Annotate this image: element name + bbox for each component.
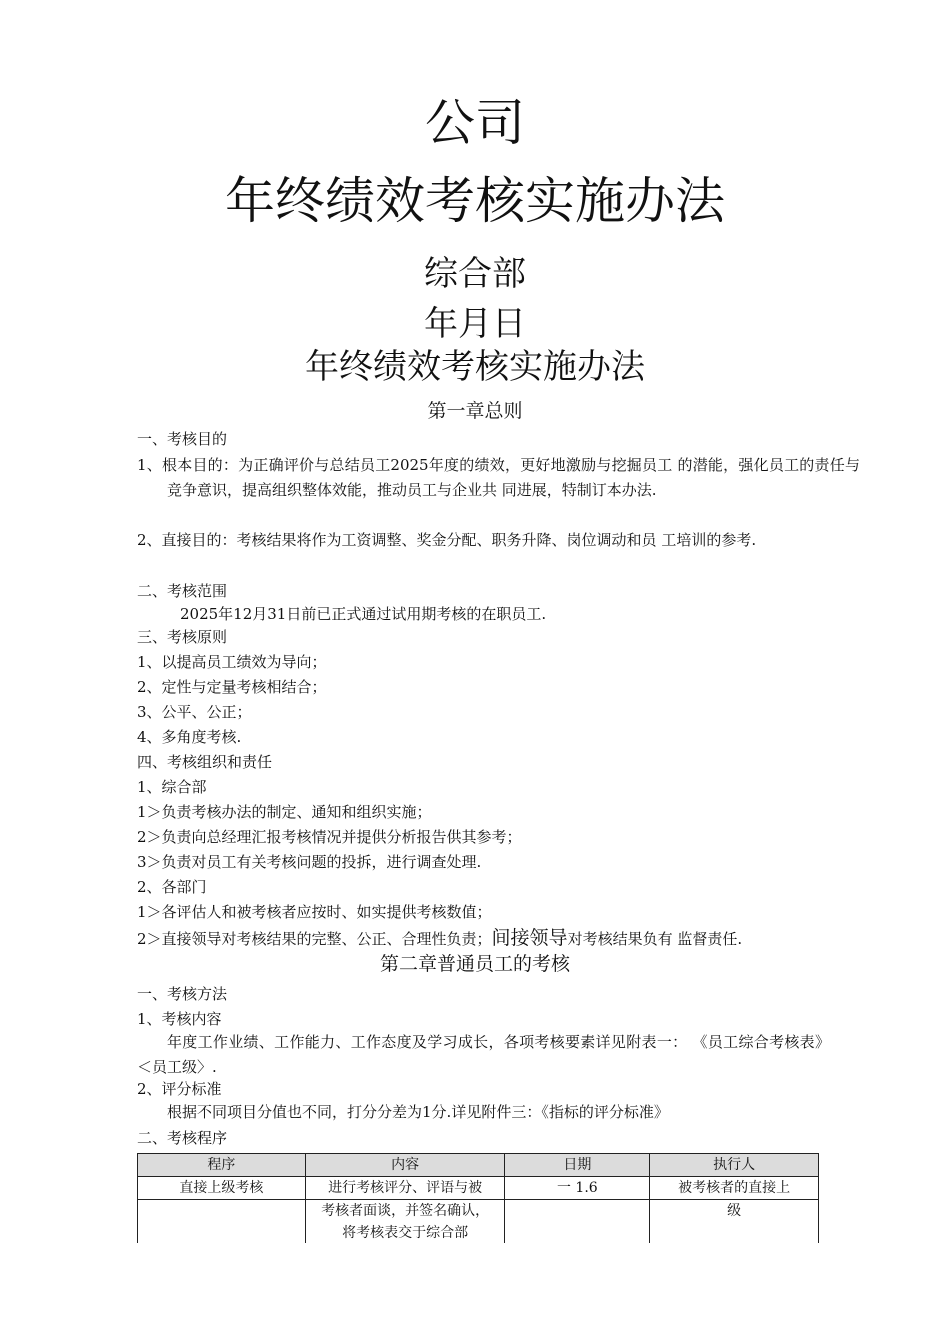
- chapter1-title: 第一章总则: [427, 400, 523, 422]
- chapter2-title: 第二章普通员工的考核: [379, 953, 570, 975]
- scope-text: 2025年12月31日前已正式通过试用期考核的在职员工.: [180, 605, 547, 623]
- section-procedure-heading: 二、考核程序: [137, 1129, 228, 1147]
- organization-item-part: 2＞直接领导对考核结果的完整、公正、合理性负责；: [137, 930, 492, 948]
- purpose-item-1: 1、根本目的：为正确评价与总结员工2025年度的绩效，更好地激励与挖掘员工 的潜能，强化员工的责任与竞争意识，提高组织整体效能，推动员工与企业共 同进展，特制订本办法.: [137, 456, 860, 499]
- organization-item: 1＞负责考核办法的制定、通知和组织实施；: [137, 803, 432, 821]
- table-row: [138, 1200, 819, 1245]
- section-principles-heading: 三、考核原则: [137, 628, 228, 646]
- table-header-cell: 内容: [305, 1154, 505, 1177]
- section-purpose-heading: 一、考核目的: [137, 430, 228, 448]
- table-header-cell: 执行人: [650, 1154, 819, 1177]
- organization-item-emphasis: 间接领导: [491, 927, 568, 949]
- organization-item: [137, 926, 742, 951]
- principle-item: 2、定性与定量考核相结合；: [137, 678, 327, 696]
- organization-sub-heading: 1、综合部: [137, 778, 207, 796]
- principle-item: 1、以提高员工绩效为导向；: [137, 653, 327, 671]
- table-cell: 被考核者的直接上: [650, 1177, 819, 1200]
- cover-date: 年月日: [424, 304, 526, 344]
- organization-item: 1＞各评估人和被考核者应按时、如实提供考核数值；: [137, 903, 492, 921]
- procedure-table: [137, 1153, 819, 1245]
- principle-item: 3、公平、公正；: [137, 703, 252, 721]
- purpose-item-2: 2、直接目的：考核结果将作为工资调整、奖金分配、职务升降、岗位调动和员 工培训的参考.: [137, 531, 757, 549]
- organization-sub-heading: 2、各部门: [137, 878, 207, 896]
- method-standard-text: 根据不同项目分值也不同，打分分差为1分.详见附件三：《指标的评分标准》: [167, 1103, 669, 1121]
- cover-company: 公司: [425, 94, 525, 152]
- table-cell: 一 1.6: [505, 1177, 650, 1200]
- table-cell: 进行考核评分、评语与被: [305, 1177, 505, 1200]
- cover-title: 年终绩效考核实施办法: [225, 172, 725, 230]
- section-method-heading: 一、考核方法: [137, 985, 228, 1003]
- organization-item-part: 对考核结果负有 监督责任.: [567, 930, 743, 948]
- cover-department: 综合部: [424, 254, 526, 294]
- table-cell: [138, 1200, 306, 1245]
- table-header-cell: 程序: [138, 1154, 306, 1177]
- document-title: 年终绩效考核实施办法: [305, 347, 645, 387]
- section-scope-heading: 二、考核范围: [137, 582, 228, 600]
- table-cell: [505, 1200, 650, 1245]
- table-cell: 级: [650, 1200, 819, 1245]
- table-header-cell: 日期: [505, 1154, 650, 1177]
- method-sub-heading: 2、评分标准: [137, 1080, 222, 1098]
- table-row: [138, 1177, 819, 1200]
- method-content-text: 年度工作业绩、工作能力、工作态度及学习成长，各项考核要素详见附表一： 《员工综合考核表》＜员工级〉.: [137, 1033, 830, 1076]
- table-cell: 考核者面谈，并签名确认，将考核表交于综合部: [305, 1200, 505, 1245]
- method-sub-heading: 1、考核内容: [137, 1010, 222, 1028]
- table-cell: 直接上级考核: [138, 1177, 306, 1200]
- organization-item: 3＞负责对员工有关考核问题的投拆，进行调查处理.: [137, 853, 482, 871]
- page-bottom-margin: [0, 1243, 950, 1344]
- organization-item: 2＞负责向总经理汇报考核情况并提供分析报告供其参考；: [137, 828, 522, 846]
- section-organization-heading: 四、考核组织和责任: [137, 753, 273, 771]
- principle-item: 4、多角度考核.: [137, 728, 242, 746]
- table-header-row: [138, 1154, 819, 1177]
